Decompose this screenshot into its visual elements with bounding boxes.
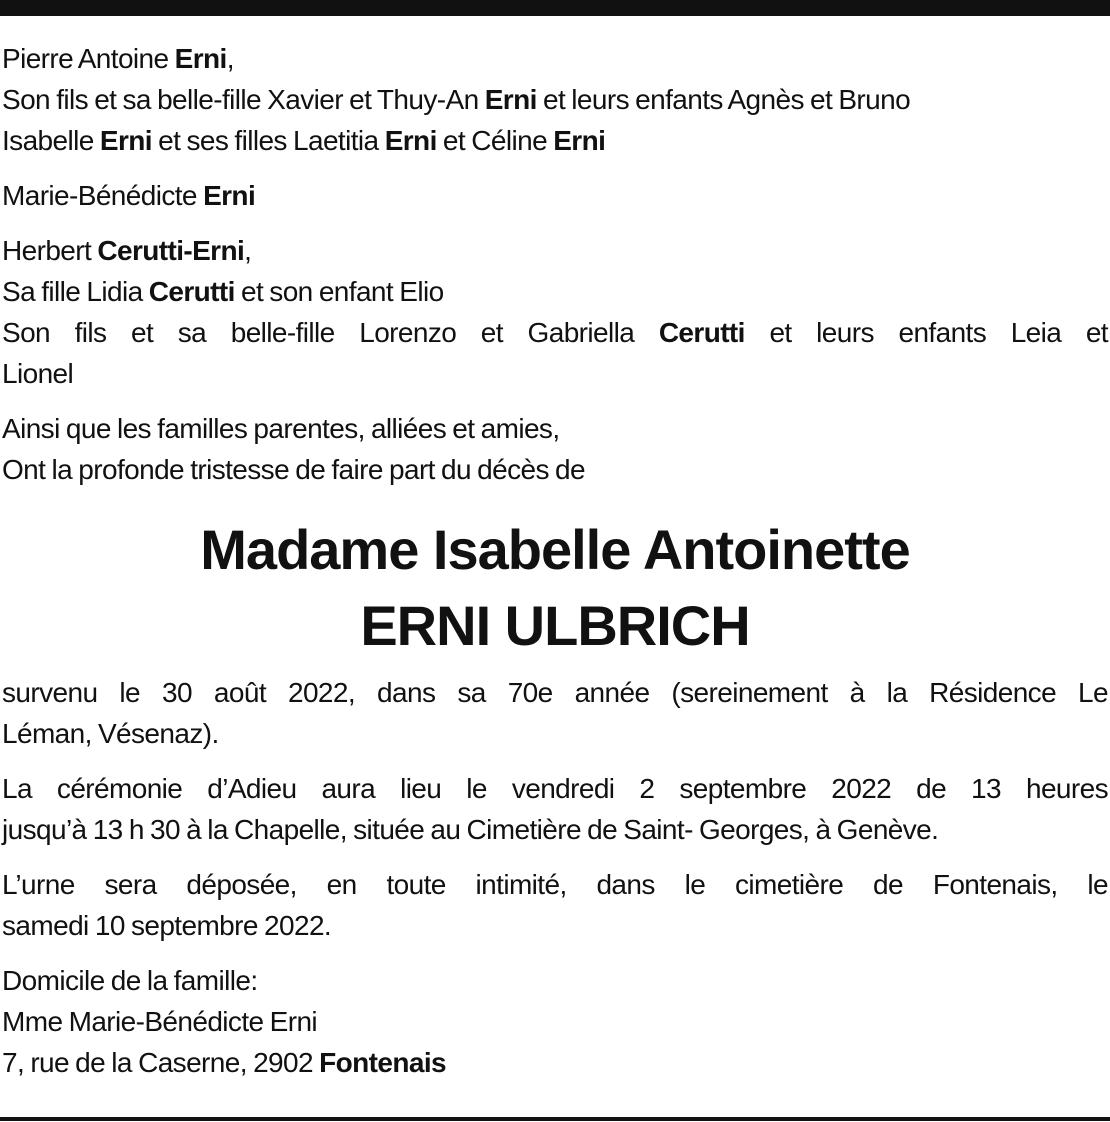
family-line: [2, 175, 1108, 216]
text: Son fils et sa belle-fille Lorenzo et Gabriella: [2, 317, 659, 348]
details-line: L’urne sera déposée, en toute intimité, dans le cimetière de Fontenais, le: [2, 869, 1108, 900]
announcement-paragraph: [2, 408, 1108, 490]
announcement-line: Ainsi que les familles parentes, alliées et amies,: [2, 413, 560, 444]
details-line: jusqu’à 13 h 30 à la Chapelle, située au Cimetière de Saint- Georges, à Genève.: [2, 814, 939, 845]
text: et Céline: [436, 125, 554, 156]
text: 7, rue de la Caserne, 2902: [2, 1047, 320, 1078]
text: ,: [244, 235, 252, 266]
surname: Erni: [174, 43, 227, 74]
surname: Cerutti-Erni: [97, 235, 245, 266]
surname: Erni: [203, 180, 256, 211]
details-line: samedi 10 septembre 2022.: [2, 910, 332, 941]
address-paragraph: [2, 960, 1108, 1083]
bottom-rule: [0, 1117, 1110, 1121]
details-line: survenu le 30 août 2022, dans sa 70e année (sereinement à la Résidence Le: [2, 677, 1108, 708]
details-line: La cérémonie d’Adieu aura lieu le vendredi 2 septembre 2022 de 13 heures: [2, 773, 1108, 804]
family-line: [2, 312, 1108, 353]
family-paragraph-cerutti: [2, 230, 1108, 394]
top-rule: [0, 0, 1110, 16]
family-paragraph-marie: [2, 175, 1108, 216]
text: et leurs enfants Agnès et Bruno: [536, 84, 911, 115]
announcement-line: Ont la profonde tristesse de faire part du décès de: [2, 454, 585, 485]
text: ,: [226, 43, 234, 74]
details-line: Léman, Vésenaz).: [2, 718, 219, 749]
deceased-name: [2, 512, 1108, 664]
surname: Cerutti: [658, 317, 745, 348]
family-line: [2, 230, 1108, 271]
family-line: Lionel: [2, 358, 74, 389]
obituary-notice: [2, 38, 1108, 1097]
address-line: Domicile de la famille:: [2, 965, 258, 996]
town: Fontenais: [319, 1047, 446, 1078]
text: et son enfant Elio: [234, 276, 444, 307]
text: et leurs enfants Leia et: [744, 317, 1108, 348]
surname: Erni: [99, 125, 152, 156]
ceremony-paragraph: [2, 768, 1108, 850]
family-line: [2, 79, 1108, 120]
address-line: [2, 1042, 1108, 1083]
text: Pierre Antoine: [2, 43, 175, 74]
family-line: [2, 120, 1108, 161]
text: Sa fille Lidia: [2, 276, 149, 307]
text: Herbert: [2, 235, 98, 266]
surname: Erni: [553, 125, 606, 156]
text: Isabelle: [2, 125, 100, 156]
family-line: [2, 271, 1108, 312]
surname: Erni: [484, 84, 537, 115]
text: Marie-Bénédicte: [2, 180, 204, 211]
urn-paragraph: [2, 864, 1108, 946]
surname: Erni: [384, 125, 437, 156]
surname: Cerutti: [148, 276, 235, 307]
address-line: Mme Marie-Bénédicte Erni: [2, 1006, 318, 1037]
text: et ses filles Laetitia: [151, 125, 385, 156]
death-details-paragraph: [2, 672, 1108, 754]
deceased-name-line1: Madame Isabelle Antoinette: [200, 518, 910, 581]
deceased-name-line2: ERNI ULBRICH: [360, 594, 750, 657]
family-line: [2, 38, 1108, 79]
text: Son fils et sa belle-fille Xavier et Thuy-An: [2, 84, 485, 115]
family-paragraph-erni: [2, 38, 1108, 161]
